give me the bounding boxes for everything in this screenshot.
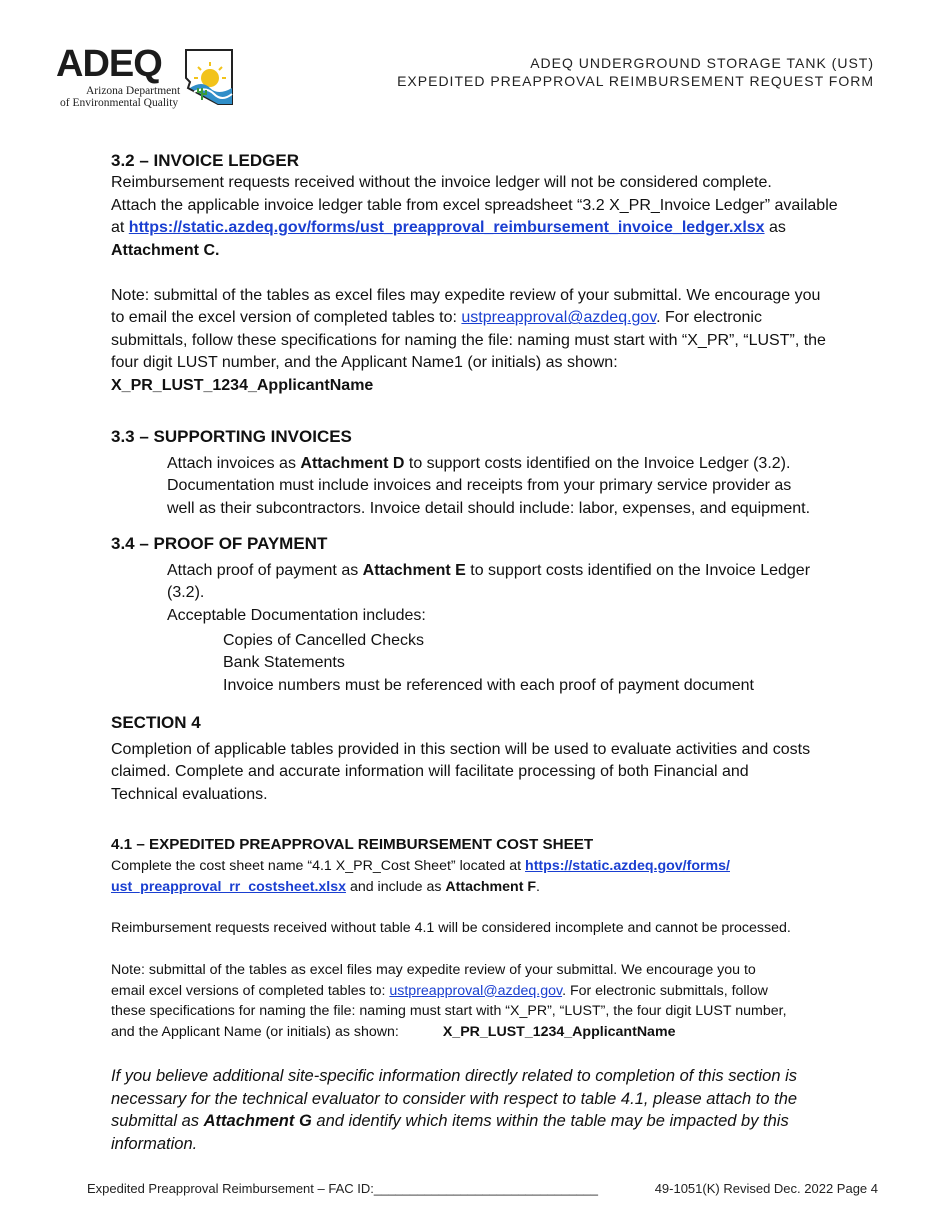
logo-wordmark: ADEQ — [56, 43, 162, 85]
page-footer — [87, 1181, 878, 1196]
footer-right: 49-1051(K) Revised Dec. 2022 Page 4 — [654, 1181, 878, 1196]
additional-info-paragraph — [111, 1065, 901, 1155]
text-line: ust_preapproval_rr_costsheet.xlsx and include as Attachment F. — [111, 878, 540, 895]
costsheet-link-part1[interactable]: https://static.azdeq.gov/forms/ — [525, 858, 730, 874]
section-3-2-note — [111, 285, 901, 397]
form-header-title — [397, 54, 874, 90]
section-3-3-body — [167, 453, 887, 520]
section-3-3-heading: 3.3 – SUPPORTING INVOICES — [111, 427, 352, 446]
filename-example: X_PR_LUST_1234_ApplicantName — [111, 376, 374, 394]
list-item: Invoice numbers must be referenced with each proof of payment document — [223, 676, 754, 694]
section-4-1-body — [111, 856, 901, 897]
invoice-ledger-link[interactable]: https://static.azdeq.gov/forms/ust_preapproval_reimbursement_invoice_ledger.xlsx — [128, 219, 765, 237]
text-line: Attach proof of payment as Attachment E to support costs identified on the Invoice Ledger — [167, 562, 811, 579]
section-3-4-heading: 3.4 – PROOF OF PAYMENT — [111, 534, 328, 553]
text-line: Attach invoices as Attachment D to support costs identified on the Invoice Ledger (3.2). — [167, 455, 791, 472]
text-line: Technical evaluations. — [111, 785, 268, 803]
header-title-line1: ADEQ UNDERGROUND STORAGE TANK (UST) — [530, 55, 874, 71]
list-item: Copies of Cancelled Checks — [223, 632, 424, 649]
text-line: information. — [111, 1134, 198, 1153]
email-link[interactable]: ustpreapproval@azdeq.gov — [461, 309, 657, 327]
list-item: Bank Statements — [223, 654, 345, 672]
logo-subtitle-1: Arizona Department — [86, 85, 181, 97]
text-line: claimed. Complete and accurate information will facilitate processing of both Financial and — [111, 763, 749, 781]
incomplete-notice: Reimbursement requests received without table 4.1 will be considered incomplete and cannot be processed. — [111, 920, 791, 936]
section-3-2 — [111, 150, 901, 262]
text-line: (3.2). — [167, 584, 205, 602]
section-4-body — [111, 739, 901, 806]
text-line: necessary for the technical evaluator to consider with respect to table 4.1, please attach to the — [111, 1089, 798, 1108]
costsheet-link-part2[interactable]: ust_preapproval_rr_costsheet.xlsx — [111, 878, 346, 895]
text-line: Reimbursement requests received without the invoice ledger will not be considered complete. — [111, 174, 772, 192]
text-line: Complete the cost sheet name “4.1 X_PR_Cost Sheet” located at https://static.azdeq.gov/forms/ — [111, 858, 730, 874]
section-4-heading: SECTION 4 — [111, 713, 201, 732]
documentation-list — [223, 630, 883, 697]
text-line: Attach the applicable invoice ledger table from excel spreadsheet “3.2 X_PR_Invoice Ledger” available — [111, 196, 838, 214]
email-link[interactable]: ustpreapproval@azdeq.gov — [389, 982, 563, 999]
logo-subtitle-2: of Environmental Quality — [60, 97, 179, 109]
header-title-line2: EXPEDITED PREAPPROVAL REIMBURSEMENT REQUEST FORM — [397, 73, 874, 89]
text-line: and the Applicant Name (or initials) as shown: X_PR_LUST_1234_ApplicantName — [111, 1023, 676, 1040]
text-line: Documentation must include invoices and receipts from your primary service provider as — [167, 477, 792, 495]
text-line: at https://static.azdeq.gov/forms/ust_preapproval_reimbursement_invoice_ledger.xlsx as — [111, 219, 786, 237]
text-line: email excel versions of completed tables to: ustpreapproval@azdeq.gov. For electronic submittals, follow — [111, 982, 768, 999]
text-line: Acceptable Documentation includes: — [167, 606, 426, 624]
text-line: Note: submittal of the tables as excel files may expedite review of your submittal. We encourage you — [111, 287, 821, 304]
text-line: these specifications for naming the file: naming must start with “X_PR”, “LUST”, the four digit LUST number, — [111, 1003, 787, 1020]
text-line: If you believe additional site-specific information directly related to completion of this section is — [111, 1067, 798, 1085]
arizona-state-icon — [180, 48, 238, 108]
footer-left: Expedited Preapproval Reimbursement – FAC ID:_______________________________ — [87, 1181, 598, 1196]
section-4-1-note — [111, 960, 901, 1042]
attachment-c-label: Attachment C. — [111, 241, 220, 259]
section-3-4-body — [167, 560, 887, 627]
section-4-1-heading: 4.1 – EXPEDITED PREAPPROVAL REIMBURSEMENT COST SHEET — [111, 836, 594, 853]
text-line: submittals, follow these specifications for naming the file: naming must start with “X_PR”, “LUST”, the — [111, 331, 826, 349]
text-line: four digit LUST number, and the Applicant Name1 (or initials) as shown: — [111, 354, 618, 372]
text-line: well as their subcontractors. Invoice detail should include: labor, expenses, and equipment. — [167, 499, 811, 517]
text-line: Completion of applicable tables provided in this section will be used to evaluate activities and costs — [111, 741, 811, 758]
text-line: submittal as Attachment G and identify which items within the table may be impacted by this — [111, 1112, 789, 1131]
adeq-logo — [56, 44, 236, 110]
text-line: to email the excel version of completed tables to: ustpreapproval@azdeq.gov. For electronic — [111, 309, 762, 327]
section-3-2-heading: 3.2 – INVOICE LEDGER — [111, 151, 299, 170]
filename-example: X_PR_LUST_1234_ApplicantName — [442, 1023, 676, 1040]
text-line: Note: submittal of the tables as excel files may expedite review of your submittal. We encourage you to — [111, 962, 756, 978]
